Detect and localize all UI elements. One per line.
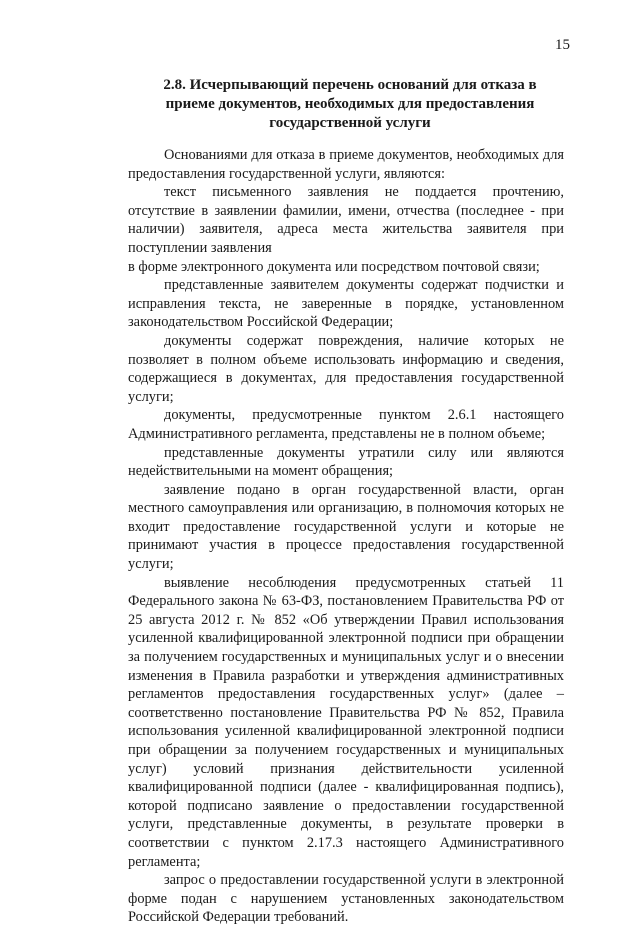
paragraph-item: документы содержат повреждения, наличие которых не позволяет в полном объеме использовать информацию и сведения, содержащиеся в документах, для предоставления государственной услуги;: [128, 332, 564, 405]
paragraph-continuation: в форме электронного документа или посредством почтовой связи;: [128, 258, 540, 275]
document-body: [128, 146, 564, 927]
paragraph-item: текст письменного заявления не поддается прочтению, отсутствие в заявлении фамилии, имени, отчества (последнее - при наличии) заявителя, адреса места жительства заявителя при поступлении заявления: [128, 184, 564, 256]
paragraph-item: заявление подано в орган государственной власти, орган местного самоуправления или организацию, в полномочия которых не входит предоставление государственной услуги и которые не принимают участия в процессе предоставления государственной услуги;: [128, 481, 564, 573]
paragraph-item: документы, предусмотренные пунктом 2.6.1 настоящего Административного регламента, представлены не в полном объеме;: [128, 407, 564, 442]
page-number: 15: [555, 37, 570, 53]
section-heading: 2.8. Исчерпывающий перечень оснований для отказа в приеме документов, необходимых для предоставления государственной услуги: [163, 77, 537, 131]
paragraph-item: представленные заявителем документы содержат подчистки и исправления текста, не заверенные в порядке, установленном законодательством Российской Федерации;: [128, 277, 564, 331]
paragraph-intro: Основаниями для отказа в приеме документов, необходимых для предоставления государственной услуги, являются:: [128, 147, 564, 182]
paragraph-item: выявление несоблюдения предусмотренных статьей 11 Федерального закона № 63-ФЗ, постановлением Правительства РФ от 25 августа 2012 г. № 852 «Об утверждении Правил использования усиленной квалифицированной электронной подписи при обращении за получением государственных и муниципальных услуг и о внесении изменения в Правила разработки и утверждения административных регламентов предоставления государственных услуг» (далее – соответственно постановление Правительства РФ № 852, Правила использования усиленной квалифицированной электронной подписи при обращении за получением государственных и муниципальных услуг) условий признания действительности усиленной квалифицированной подписи (далее - квалифицированная подпись), которой подписано заявление о предоставлении государственной услуги, представленные документы, в результате проверки в соответствии с пунктом 2.17.3 настоящего Административного регламента;: [128, 574, 564, 870]
paragraph-item: представленные документы утратили силу или являются недействительными на момент обращения;: [128, 444, 564, 480]
paragraph-item: запрос о предоставлении государственной услуги в электронной форме подан с нарушением установленных законодательством Российской Федерации требований.: [128, 872, 564, 926]
